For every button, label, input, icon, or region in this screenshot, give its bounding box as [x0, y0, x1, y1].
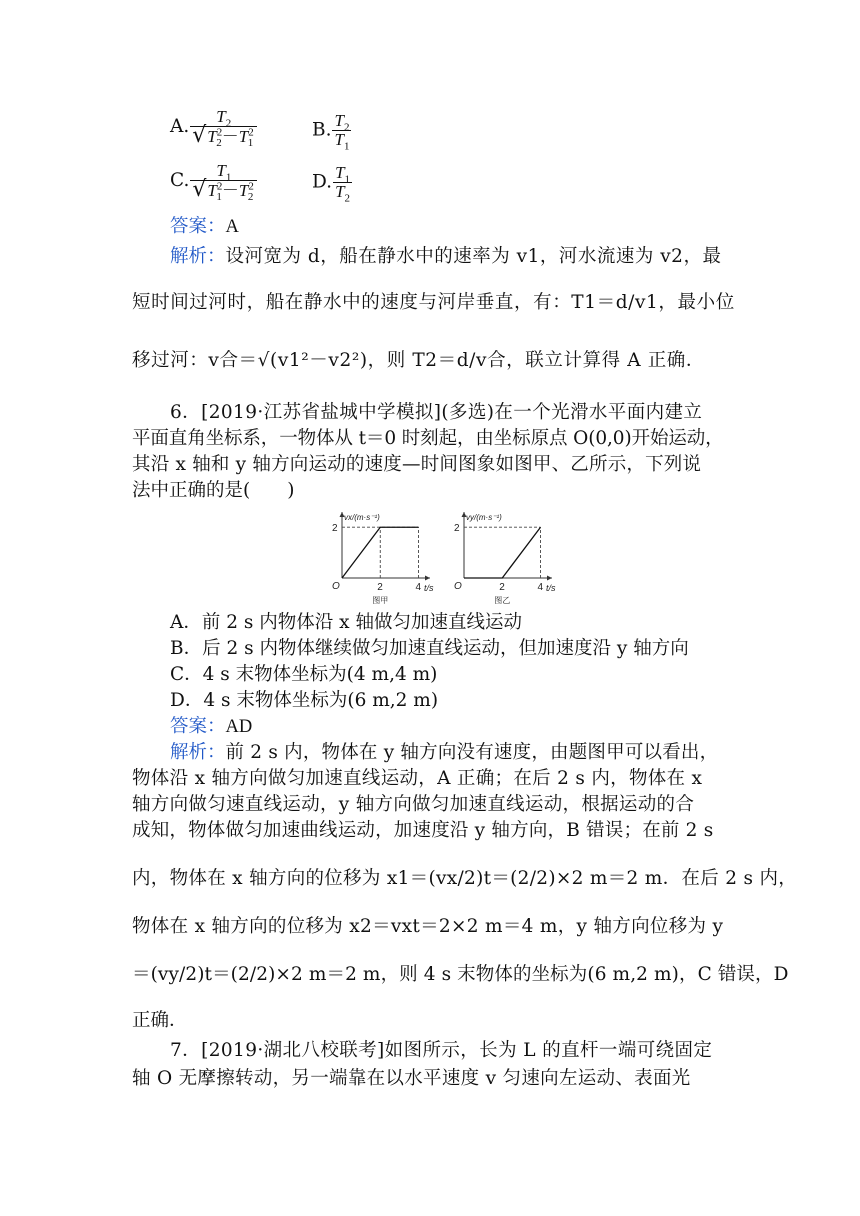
- q7-stem-line2: 轴 O 无摩擦转动，另一端靠在以水平速度 v 匀速向左运动、表面光: [132, 1068, 691, 1089]
- chart-jia: [308, 500, 438, 608]
- q5-analysis-text1: 设河宽为 d，船在静水中的速率为 v1，河水流速为 v2，最: [225, 246, 722, 267]
- q6-analysis-line4: 成知，物体做匀加速曲线运动，加速度沿 y 轴方向，B 错误；在前 2 s: [132, 820, 714, 841]
- q6-answer: [170, 716, 252, 738]
- q5-analysis-label: 解析：: [170, 246, 226, 267]
- q5-answer-label: 答案：: [170, 216, 226, 237]
- q5-option-a: [170, 107, 258, 150]
- q5-analysis-line3: 移过河：v合＝√(v1²－v2²)，则 T2＝d/v合，联立计算得 A 正确．: [132, 350, 705, 371]
- x-axis-label: t/s: [546, 583, 556, 593]
- q5-option-c: [170, 161, 258, 204]
- y-tick-label: 2: [332, 523, 338, 535]
- q6-answer-label: 答案：: [170, 716, 226, 737]
- q6-stem-line1: 6．[2019·江苏省盐城中学模拟](多选)在一个光滑水平面内建立: [170, 402, 703, 423]
- x-tick-label: 4: [537, 582, 544, 593]
- q6-stem-line2: 平面直角坐标系，一物体从 t＝0 时刻起，由坐标原点 O(0,0)开始运动，: [132, 428, 724, 449]
- q5-option-d: [312, 163, 353, 205]
- q6-option-c: C．4 s 末物体坐标为(4 m,4 m): [170, 664, 438, 685]
- q6-stem-line4: 法中正确的是( ): [132, 480, 295, 501]
- chart-title: 图乙: [494, 596, 511, 605]
- q5-option-b-formula: $\frac{T_2}{T_1}$: [334, 111, 350, 153]
- q6-option-b: B．后 2 s 内物体继续做匀加速直线运动，但加速度沿 y 轴方向: [170, 638, 689, 659]
- q5-answer: [170, 216, 239, 238]
- origin-label: O: [332, 581, 340, 592]
- q5-option-c-formula: $\frac{T_1}{√T^2_1-T^2_2}$: [190, 162, 257, 200]
- q6-analysis-line1: [170, 742, 718, 764]
- q7-stem-line1: 7．[2019·湖北八校联考]如图所示，长为 L 的直杆一端可绕固定: [170, 1040, 713, 1061]
- q6-analysis-text1: 前 2 s 内，物体在 y 轴方向没有速度，由题图甲可以看出，: [225, 742, 719, 763]
- y-tick-label: 2: [454, 523, 460, 535]
- chart-yi: [430, 500, 560, 608]
- q5-option-d-label: D.: [312, 171, 333, 193]
- q5-analysis-line2: 短时间过河时，船在静水中的速度与河岸垂直，有：T1＝d/v1，最小位: [132, 292, 735, 313]
- q6-analysis-line6: 物体在 x 轴方向的位移为 x2＝vxt＝2×2 m＝4 m，y 轴方向位移为 y: [132, 916, 724, 937]
- q6-option-d: D．4 s 末物体坐标为(6 m,2 m): [170, 690, 439, 711]
- x-axis-arrow: [547, 576, 552, 581]
- y-axis-label: vx/(m·s⁻¹): [344, 513, 380, 522]
- q6-analysis-label: 解析：: [170, 742, 226, 763]
- x-axis-label: t/s: [424, 583, 434, 593]
- q6-analysis-line8: 正确．: [132, 1010, 188, 1031]
- x-tick-label: 4: [415, 582, 422, 593]
- q6-stem-line3: 其沿 x 轴和 y 轴方向运动的速度—时间图象如图甲、乙所示，下列说: [132, 454, 702, 475]
- q5-analysis-line1: [170, 246, 721, 268]
- q5-option-a-label: A.: [170, 116, 190, 137]
- q5-answer-value: A: [225, 217, 239, 237]
- q6-option-a: A．前 2 s 内物体沿 x 轴做匀加速直线运动: [170, 612, 522, 633]
- q5-option-c-label: C.: [170, 170, 190, 191]
- x-tick-label: 2: [499, 582, 505, 593]
- series-line: [464, 527, 541, 578]
- chart-title: 图甲: [372, 596, 389, 605]
- q5-option-d-formula: $\frac{T_1}{T_2}$: [335, 163, 351, 205]
- q6-analysis-line2: 物体沿 x 轴方向做匀加速直线运动，A 正确；在后 2 s 内，物体在 x: [132, 768, 703, 789]
- y-axis-label: vy/(m·s⁻¹): [466, 513, 502, 522]
- q6-analysis-line7: ＝(vy/2)t＝(2/2)×2 m＝2 m，则 4 s 末物体的坐标为(6 m,2 m)，C 错误，D: [132, 964, 789, 985]
- q6-analysis-line3: 轴方向做匀速直线运动，y 轴方向做匀加速直线运动，根据运动的合: [132, 794, 695, 815]
- x-tick-label: 2: [377, 582, 383, 593]
- q6-answer-value: AD: [225, 717, 253, 737]
- q5-option-b: [312, 111, 352, 153]
- q5-option-b-label: B.: [312, 119, 332, 141]
- origin-label: O: [454, 581, 462, 592]
- q5-option-a-formula: $\frac{T_2}{√T^2_2-T^2_1}$: [190, 108, 257, 146]
- q6-analysis-line5: 内，物体在 x 轴方向的位移为 x1＝(vx/2)t＝(2/2)×2 m＝2 m．在后 2 s 内，: [132, 868, 798, 889]
